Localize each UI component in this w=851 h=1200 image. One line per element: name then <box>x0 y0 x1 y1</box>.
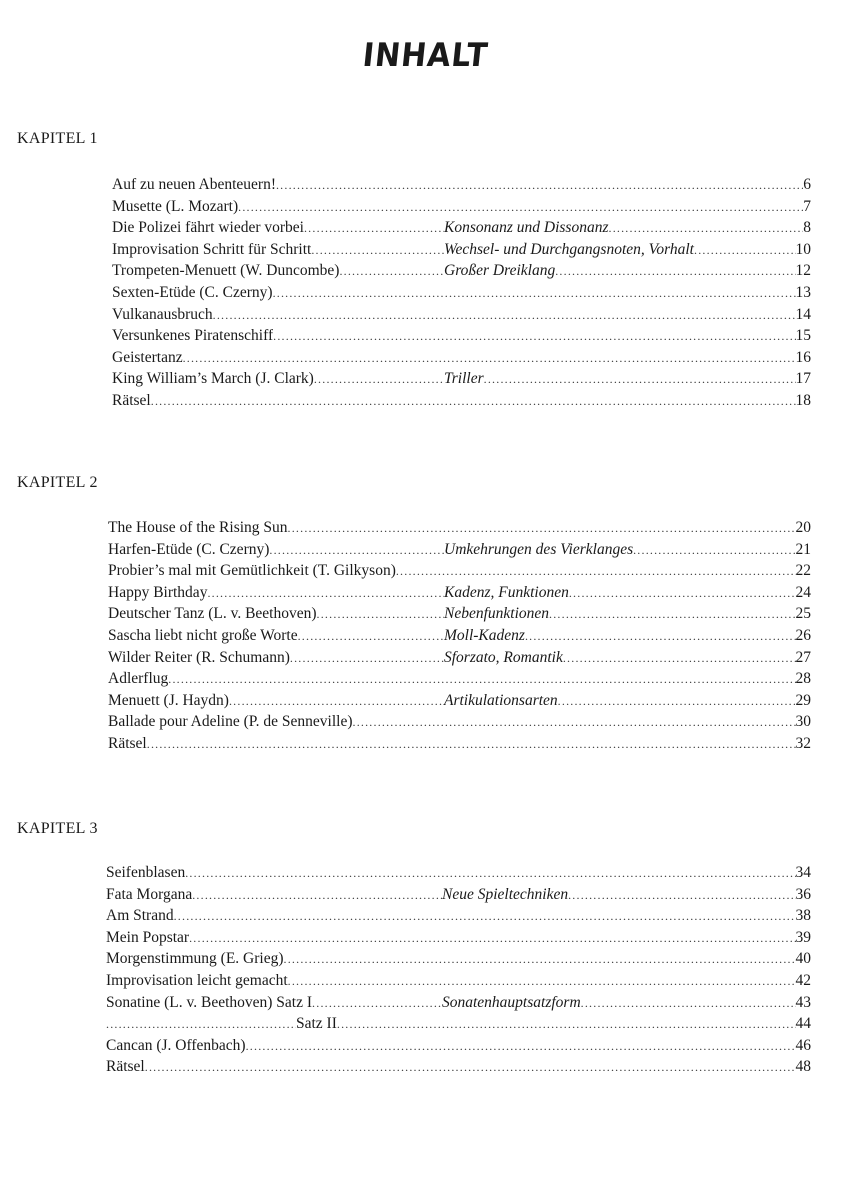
entry-title: Ballade pour Adeline (P. de Senneville) <box>108 713 353 731</box>
entry-left <box>112 282 273 304</box>
dot-leader <box>168 669 795 690</box>
dot-leader <box>633 540 795 561</box>
entry-topic: Sforzato, Romantik <box>444 648 563 666</box>
entry-title: Satz II <box>296 1015 337 1033</box>
entry-topic: Moll-Kadenz <box>444 626 525 644</box>
page-number: 16 <box>795 348 811 366</box>
entry-left <box>106 884 442 906</box>
dot-leader <box>273 326 795 347</box>
dot-leader <box>276 175 803 196</box>
entry-left <box>108 647 444 669</box>
page-number: 36 <box>795 885 811 903</box>
entry-left <box>112 390 151 412</box>
entry-left <box>108 603 444 625</box>
entry-left <box>106 948 284 970</box>
entry-left <box>112 217 444 239</box>
page-number: 13 <box>795 283 811 301</box>
page-number: 22 <box>795 562 811 580</box>
entry-left <box>112 239 444 261</box>
toc-entry <box>106 884 811 906</box>
toc-entry <box>112 196 811 218</box>
entry-left <box>106 862 185 884</box>
entry-left <box>108 690 444 712</box>
dot-leader <box>314 369 444 390</box>
toc-entry <box>108 711 811 733</box>
dot-leader <box>525 626 796 647</box>
entry-title: King William’s March (J. Clark) <box>112 370 314 388</box>
toc-entry <box>106 1013 811 1035</box>
page-number: 8 <box>803 219 811 237</box>
entry-topic: Großer Dreiklang <box>444 262 556 280</box>
dot-leader <box>145 1057 796 1078</box>
dot-leader <box>312 993 442 1014</box>
page-number: 12 <box>795 262 811 280</box>
dot-leader <box>288 971 796 992</box>
page-number: 44 <box>795 1015 811 1033</box>
page-number: 42 <box>795 971 811 989</box>
page-number: 43 <box>795 993 811 1011</box>
toc-entry <box>112 304 811 326</box>
page-number: 28 <box>795 670 811 688</box>
dot-leader <box>238 197 803 218</box>
toc-entry <box>106 1056 811 1078</box>
entry-left <box>112 304 213 326</box>
chapter-3-heading: KAPITEL 3 <box>17 820 98 837</box>
entry-title: Happy Birthday <box>108 583 208 601</box>
dot-leader <box>558 691 796 712</box>
entry-left <box>112 196 238 218</box>
entry-title: Seifenblasen <box>106 864 186 881</box>
entry-topic: Konsonanz und Dissonanz <box>444 219 609 237</box>
entry-topic: Nebenfunktionen <box>444 605 550 623</box>
entry-left <box>108 517 288 539</box>
page-number: 26 <box>795 626 811 644</box>
page-number: 29 <box>795 691 811 709</box>
chapter-3-entries <box>106 862 811 1078</box>
dot-leader <box>298 626 444 647</box>
chapter-2-heading: KAPITEL 2 <box>17 474 98 491</box>
toc-entry <box>106 1035 811 1057</box>
toc-entry <box>108 690 811 712</box>
entry-left <box>108 539 444 561</box>
dot-leader <box>304 218 444 239</box>
entry-title: Mein Popstar <box>106 928 190 946</box>
toc-entry <box>108 625 811 647</box>
toc-entry <box>106 927 811 949</box>
entry-title: Am Strand <box>106 907 174 925</box>
toc-entry <box>106 970 811 992</box>
entry-title: Auf zu neuen Abenteuern! <box>112 176 276 193</box>
dot-leader <box>273 283 796 304</box>
dot-leader <box>339 261 444 282</box>
entry-title: The House of the Rising Sun <box>108 519 288 536</box>
toc-entry <box>112 174 811 196</box>
dot-leader <box>269 540 444 561</box>
dot-leader <box>311 240 444 261</box>
entry-title: Rätsel <box>108 734 147 752</box>
toc-entry <box>108 647 811 669</box>
entry-topic: Wechsel- und Durchgangsnoten, Vorhalt <box>444 240 694 258</box>
toc-entry <box>106 905 811 927</box>
chapter-1-heading: KAPITEL 1 <box>17 130 98 147</box>
entry-title: Morgenstimmung (E. Grieg) <box>106 950 284 968</box>
page-number: 15 <box>795 327 811 345</box>
entry-topic: Sonatenhauptsatzform <box>442 993 581 1011</box>
entry-left <box>106 970 288 992</box>
entry-title: Menuett (J. Haydn) <box>108 691 229 709</box>
entry-left <box>106 1056 145 1078</box>
page-number: 14 <box>795 305 811 323</box>
entry-left <box>108 560 396 582</box>
page-number: 48 <box>795 1058 811 1076</box>
dot-leader <box>568 885 795 906</box>
dot-leader <box>549 604 795 625</box>
page-number: 17 <box>795 370 811 388</box>
toc-entry <box>112 325 811 347</box>
entry-title: Sexten-Etüde (C. Czerny) <box>112 283 273 301</box>
page-number: 38 <box>795 907 811 925</box>
dot-leader <box>207 583 444 604</box>
dot-leader <box>694 240 796 261</box>
page-number: 7 <box>803 197 811 215</box>
entry-left <box>106 927 189 949</box>
chapter-1-entries <box>112 174 811 412</box>
page-number: 25 <box>795 605 811 623</box>
entry-topic: Triller <box>444 370 484 388</box>
entry-title: Improvisation Schritt für Schritt <box>112 240 312 258</box>
page-number: 6 <box>803 176 811 193</box>
entry-title: Improvisation leicht gemacht <box>106 971 288 989</box>
chapter-2-entries <box>108 517 811 755</box>
entry-left <box>108 582 444 604</box>
entry-title: Wilder Reiter (R. Schumann) <box>108 648 290 666</box>
dot-leader <box>484 369 796 390</box>
toc-entry <box>106 992 811 1014</box>
entry-left <box>112 368 444 390</box>
toc-entry <box>112 282 811 304</box>
toc-entry <box>112 217 811 239</box>
entry-title: Sascha liebt nicht große Worte <box>108 626 298 644</box>
toc-entry <box>112 368 811 390</box>
entry-left <box>112 260 444 282</box>
entry-topic: Artikulationsarten <box>444 691 558 709</box>
toc-entry <box>108 668 811 690</box>
dot-leader <box>353 712 796 733</box>
toc-entry <box>112 239 811 261</box>
entry-topic: Neue Spieltechniken <box>442 885 569 903</box>
page-number: 34 <box>795 864 811 881</box>
entry-left <box>106 905 174 927</box>
page-number: 30 <box>795 713 811 731</box>
page-number: 20 <box>795 519 811 536</box>
dot-leader <box>563 648 796 669</box>
dot-leader <box>290 648 444 669</box>
entry-title: Deutscher Tanz (L. v. Beethoven) <box>108 605 317 623</box>
toc-entry <box>108 517 811 539</box>
entry-title: Harfen-Etüde (C. Czerny) <box>108 540 270 558</box>
page-number: 39 <box>795 928 811 946</box>
entry-topic: Umkehrungen des Vierklanges <box>444 540 634 558</box>
page-number: 10 <box>795 240 811 258</box>
toc-entry <box>108 560 811 582</box>
page-title: INHALT <box>360 36 491 75</box>
entry-title: Versunkenes Piratenschiff <box>112 327 274 345</box>
toc-entry <box>106 948 811 970</box>
entry-left <box>112 174 276 196</box>
entry-left <box>106 1035 246 1057</box>
toc-entry <box>112 390 811 412</box>
dot-leader <box>151 391 796 412</box>
entry-left <box>296 1013 337 1035</box>
dot-leader <box>581 993 796 1014</box>
entry-topic: Kadenz, Funktionen <box>444 583 569 601</box>
dot-leader <box>189 928 795 949</box>
page-number: 32 <box>795 734 811 752</box>
page-number: 46 <box>795 1036 811 1054</box>
dot-leader <box>192 885 442 906</box>
entry-title: Sonatine (L. v. Beethoven) Satz I <box>106 993 313 1011</box>
entry-title: Geistertanz <box>112 348 183 366</box>
toc-entry <box>108 582 811 604</box>
entry-left <box>108 733 147 755</box>
entry-title: Adlerflug <box>108 670 169 688</box>
page-number: 18 <box>795 391 811 409</box>
entry-title: Rätsel <box>112 391 151 409</box>
entry-title: Cancan (J. Offenbach) <box>106 1036 246 1054</box>
dot-leader <box>246 1036 796 1057</box>
toc-entry <box>112 347 811 369</box>
toc-entry <box>112 260 811 282</box>
page-number: 27 <box>795 648 811 666</box>
page-number: 21 <box>795 540 811 558</box>
entry-title: Fata Morgana <box>106 885 193 903</box>
entry-left <box>112 347 183 369</box>
dot-leader <box>229 691 444 712</box>
dot-leader <box>317 604 444 625</box>
dot-leader <box>396 561 796 582</box>
entry-left <box>106 992 442 1014</box>
dot-leader <box>555 261 795 282</box>
dot-leader <box>337 1014 796 1035</box>
entry-title: Vulkanausbruch <box>112 305 213 323</box>
dot-leader <box>569 583 796 604</box>
dot-leader <box>106 1014 296 1035</box>
dot-leader <box>288 518 796 539</box>
entry-left <box>112 325 273 347</box>
dot-leader <box>185 863 795 884</box>
dot-leader <box>183 348 796 369</box>
toc-entry <box>108 733 811 755</box>
entry-title: Musette (L. Mozart) <box>112 197 239 215</box>
entry-left <box>108 711 353 733</box>
page-number: 40 <box>795 950 811 968</box>
dot-leader <box>284 949 796 970</box>
entry-left <box>108 625 444 647</box>
entry-title: Die Polizei fährt wieder vorbei <box>112 219 304 237</box>
page-number: 24 <box>795 583 811 601</box>
dot-leader <box>147 734 796 755</box>
toc-entry <box>108 603 811 625</box>
toc-entry <box>108 539 811 561</box>
dot-leader <box>213 305 796 326</box>
entry-title: Probier’s mal mit Gemütlichkeit (T. Gilkyson) <box>108 562 396 580</box>
entry-title: Rätsel <box>106 1058 145 1076</box>
entry-left <box>108 668 168 690</box>
entry-title: Trompeten-Menuett (W. Duncombe) <box>112 262 340 280</box>
dot-leader <box>174 906 796 927</box>
dot-leader <box>609 218 804 239</box>
toc-entry <box>106 862 811 884</box>
